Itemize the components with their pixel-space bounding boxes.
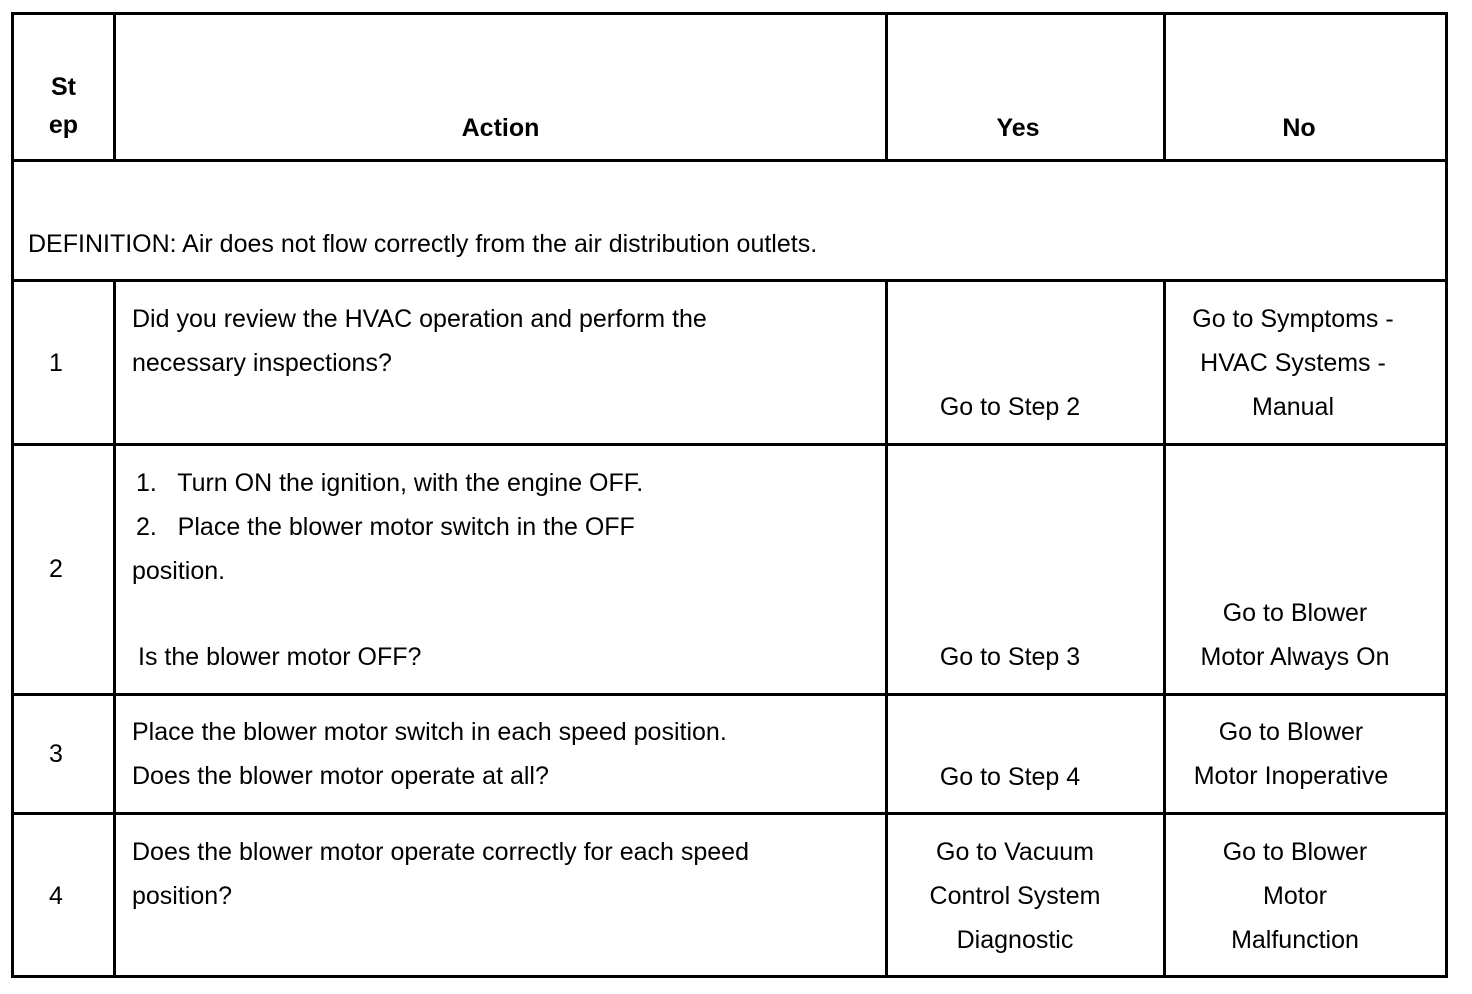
step-number: 3 [49,740,63,768]
action-line: position? [132,882,233,910]
yes-link-line: Go to Step 4 [939,763,1081,791]
no-link[interactable] [1166,591,1424,679]
no-link-line: Go to Blower [1222,599,1368,627]
col-divider-step [113,279,116,978]
action-line: Does the blower motor operate at all? [132,762,549,790]
yes-link[interactable] [888,385,1132,429]
action-text [132,461,882,593]
no-link-line: Motor Inoperative [1193,762,1389,790]
table-border-top [11,12,1448,15]
header-yes: Yes [996,114,1040,142]
header-no: No [1282,114,1316,142]
no-link-line: HVAC Systems - [1200,349,1386,377]
table-rule-row1 [11,443,1448,446]
action-text [132,710,882,798]
header-action: Action [461,114,540,142]
step-number: 2 [49,555,63,583]
action-question: Is the blower motor OFF? [138,643,422,671]
table-border-left [11,12,14,978]
yes-link-line: Control System [929,882,1101,910]
definition-text: DEFINITION: Air does not flow correctly from the air distribution outlets. [28,230,818,258]
action-line: Did you review the HVAC operation and perform the [132,305,707,333]
action-text [132,297,882,385]
no-link-line: Go to Blower [1218,718,1364,746]
action-text [132,830,882,918]
no-link[interactable] [1166,297,1420,429]
action-line: 2. Place the blower motor switch in the OFF [136,513,635,541]
no-link-line: Go to Symptoms - [1192,305,1394,333]
action-line: necessary inspections? [132,349,392,377]
no-link-line: Motor [1263,882,1327,910]
step-number: 1 [49,349,63,377]
step-number: 4 [49,882,63,910]
no-link-line: Manual [1252,393,1334,421]
yes-link-line: Go to Step 2 [939,393,1081,421]
no-link-line: Motor Always On [1200,643,1390,671]
action-line: 1. Turn ON the ignition, with the engine OFF. [136,469,644,497]
header-step [14,68,113,144]
action-line: position. [132,557,226,585]
yes-link-line: Diagnostic [956,926,1074,954]
header-step-line2: ep [48,111,79,139]
yes-link[interactable] [888,635,1132,679]
table-rule-header [11,159,1448,162]
table-rule-row3 [11,812,1448,815]
yes-link-line: Go to Vacuum [936,838,1094,866]
table-border-bottom [11,975,1448,978]
yes-link[interactable] [888,755,1132,799]
table-rule-definition [11,279,1448,282]
no-link-line: Go to Blower [1222,838,1368,866]
yes-link-line: Go to Step 3 [939,643,1081,671]
yes-link[interactable] [888,830,1142,962]
action-line: Does the blower motor operate correctly for each speed [132,838,749,866]
action-line: Place the blower motor switch in each speed position. [132,718,727,746]
no-link[interactable] [1166,710,1416,798]
no-link[interactable] [1166,830,1424,962]
header-step-line1: St [51,73,76,101]
table-border-right [1445,12,1448,978]
table-rule-row2 [11,693,1448,696]
no-link-line: Malfunction [1231,926,1359,954]
